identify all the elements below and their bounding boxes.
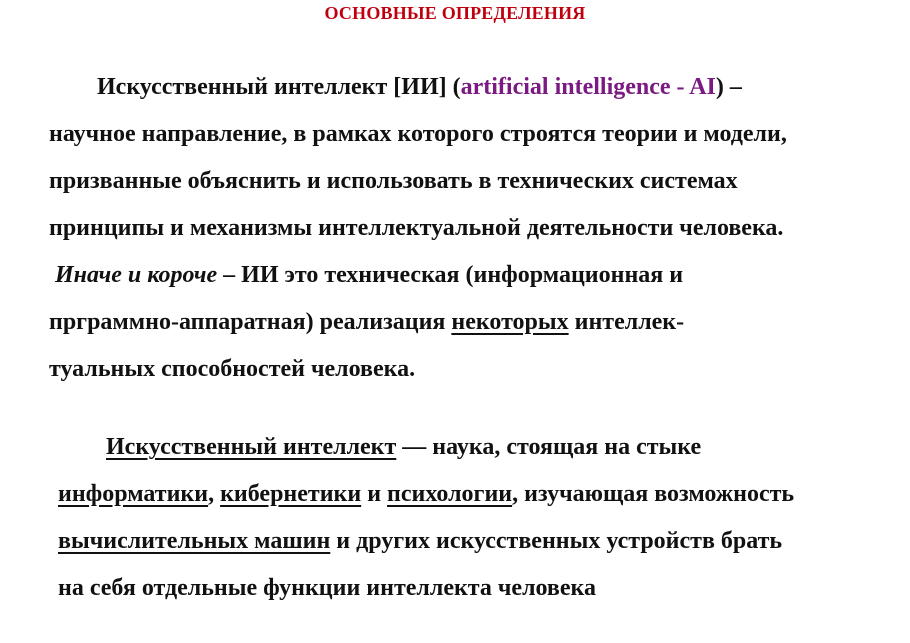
paragraph-1-line-2: научное направление, в рамках которого строятся теории и модели, [49,121,787,147]
ai-english-term: artificial intelligence - AI [460,74,716,100]
computing-machines-link[interactable]: вычислительных машин [58,528,331,554]
page-title: ОСНОВНЫЕ ОПРЕДЕЛЕНИЯ [324,3,586,23]
cybernetics-link[interactable]: кибернетики [220,481,362,507]
paragraph-1-line-5 [55,262,683,289]
paragraph-2-line-3 [58,528,782,555]
ai-underlined-term: Искусственный интеллект [106,434,397,460]
ai-term-text: Искусственный интеллект [ИИ] ( [97,74,461,100]
paragraph-1-line-1 [97,74,742,101]
paragraph-1-line-3: призванные объяснить и использовать в технических системах [49,168,738,194]
paragraph-2-line-4: на себя отдельные функции интеллекта человека [58,575,597,601]
separator-comma: , [208,481,221,507]
some-underlined-word: некоторых [451,309,569,335]
alternative-definition: – ИИ это техническая (информационная и [217,262,684,288]
paragraph-2-line-1 [106,434,701,461]
alternative-phrase: Иначе и короче [55,262,218,288]
paragraph-1-line-7: туальных способностей человека. [49,356,416,382]
implementation-text: прграммно-аппаратная) реализация [49,309,452,335]
informatics-link[interactable]: информатики [58,481,209,507]
separator-and: и [361,481,388,507]
science-at-junction-text: — наука, стоящая на стыке [396,434,702,460]
other-devices-text: и других искусственных устройств брать [330,528,783,554]
intellect-hyphenated: интеллек- [568,309,685,335]
paragraph-1-line-4: принципы и механизмы интеллектуальной деятельности человека. [49,215,784,241]
ai-term-close: ) – [715,74,742,100]
paragraph-2-line-2 [58,481,794,508]
studying-possibility-text: , изучающая возможность [512,481,795,507]
psychology-link[interactable]: психологии [387,481,513,507]
paragraph-1-line-6 [49,309,684,336]
